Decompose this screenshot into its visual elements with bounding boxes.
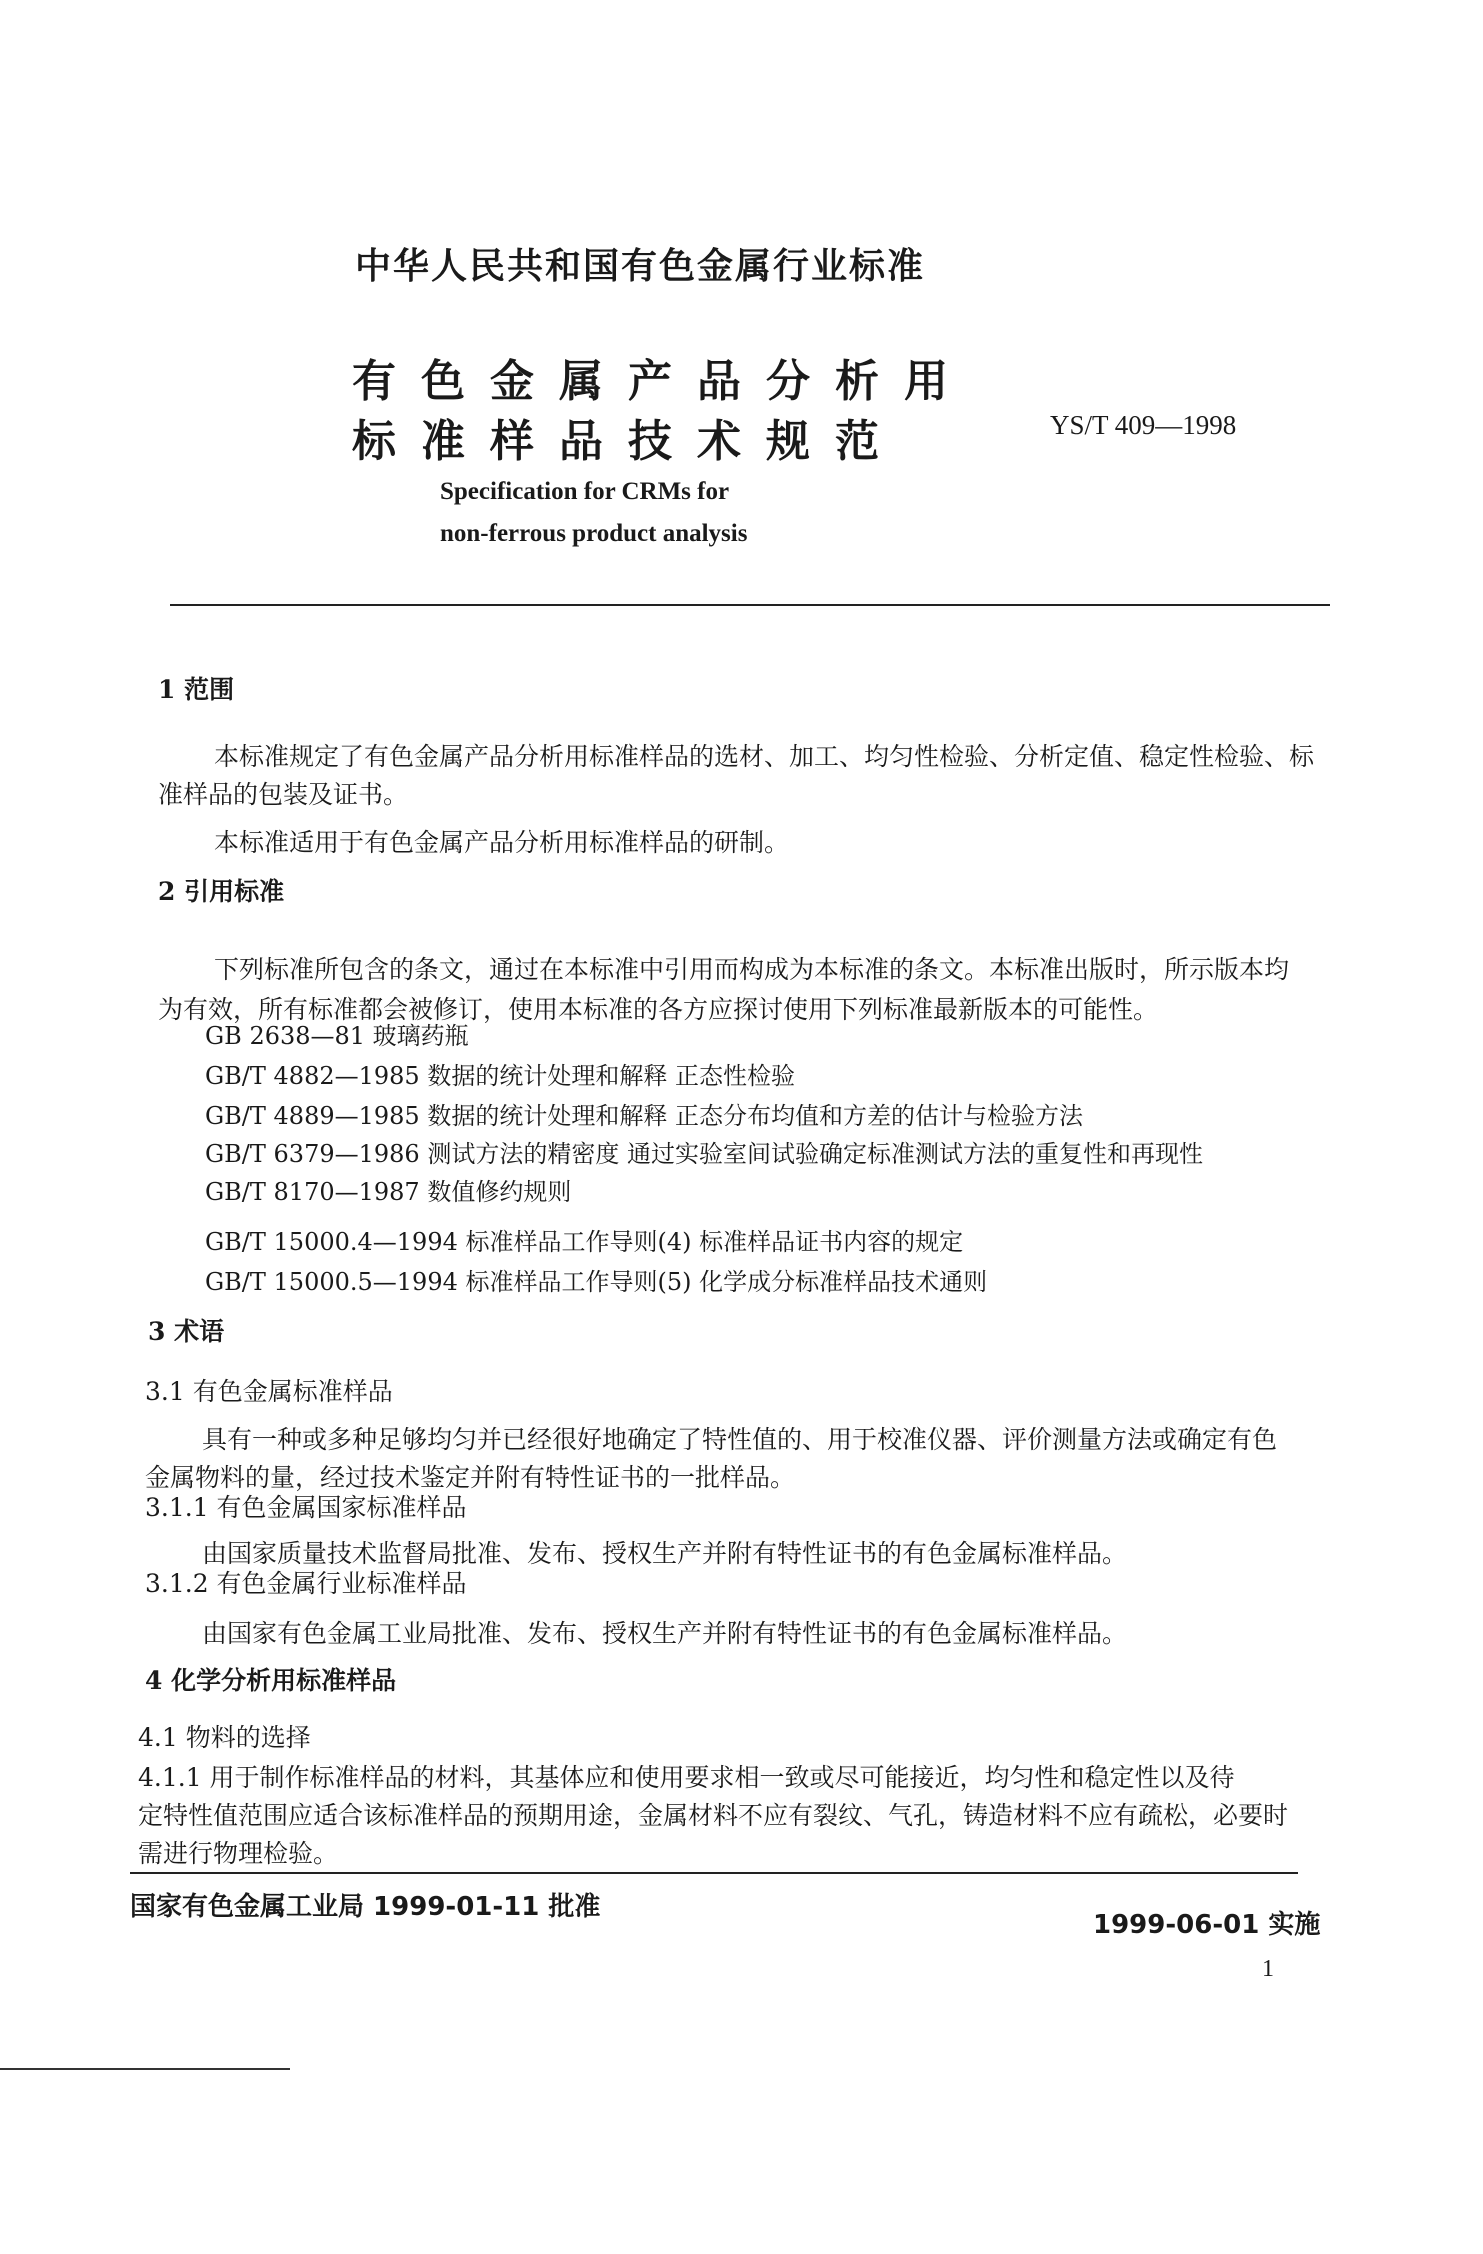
section-1-paragraph-1-line-2: 准样品的包装及证书。	[158, 780, 409, 809]
title-line-2: 标准样品技术规范	[352, 416, 904, 467]
standard-code: YS/T 409—1998	[1050, 410, 1237, 440]
page-number: 1	[1262, 1956, 1274, 1982]
section-2-heading: 2 引用标准	[158, 877, 285, 906]
scan-edge-line	[0, 2068, 290, 2070]
section-3-1-1-paragraph: 由国家质量技术监督局批准、发布、授权生产并附有特性证书的有色金属标准样品。	[202, 1539, 1128, 1568]
top-divider	[170, 604, 1330, 606]
reference-item: GB 2638—81 玻璃药瓶	[205, 1022, 469, 1050]
effective-date: 1999-06-01 实施	[1093, 1910, 1321, 1940]
section-3-1-2-heading: 3.1.2 有色金属行业标准样品	[145, 1569, 467, 1598]
section-3-1-2-paragraph: 由国家有色金属工业局批准、发布、授权生产并附有特性证书的有色金属标准样品。	[202, 1619, 1128, 1648]
section-3-1-paragraph-line-2: 金属物料的量，经过技术鉴定并附有特性证书的一批样品。	[145, 1463, 796, 1492]
section-4-1-heading: 4.1 物料的选择	[138, 1723, 311, 1752]
reference-item: GB/T 15000.4—1994 标准样品工作导则(4) 标准样品证书内容的规定	[205, 1228, 964, 1256]
section-4-1-1-line-2: 定特性值范围应适合该标准样品的预期用途，金属材料不应有裂纹、气孔，铸造材料不应有疏松，必要时	[138, 1801, 1289, 1830]
section-4-1-1-line-1: 4.1.1 用于制作标准样品的材料，其基体应和使用要求相一致或尽可能接近，均匀性和稳定性以及待	[138, 1763, 1235, 1792]
title-line-1: 有色金属产品分析用	[352, 356, 973, 407]
section-3-1-heading: 3.1 有色金属标准样品	[145, 1377, 393, 1406]
approval-date: 国家有色金属工业局 1999-01-11 批准	[130, 1892, 601, 1922]
section-4-heading: 4 化学分析用标准样品	[145, 1666, 397, 1695]
section-3-heading: 3 术语	[148, 1317, 225, 1346]
section-1-heading: 1 范围	[158, 675, 235, 704]
section-3-1-paragraph-line-1: 具有一种或多种足够均匀并已经很好地确定了特性值的、用于校准仪器、评价测量方法或确定有色	[202, 1425, 1278, 1454]
section-1-paragraph-1-line-1: 本标准规定了有色金属产品分析用标准样品的选材、加工、均匀性检验、分析定值、稳定性检验、标	[214, 742, 1315, 771]
standard-type-header: 中华人民共和国有色金属行业标准	[355, 246, 926, 287]
reference-item: GB/T 4889—1985 数据的统计处理和解释 正态分布均值和方差的估计与检验方法	[205, 1102, 1083, 1130]
section-1-paragraph-2: 本标准适用于有色金属产品分析用标准样品的研制。	[214, 828, 790, 857]
english-title-line-2: non-ferrous product analysis	[440, 520, 748, 547]
reference-item: GB/T 4882—1985 数据的统计处理和解释 正态性检验	[205, 1062, 795, 1090]
section-3-1-1-heading: 3.1.1 有色金属国家标准样品	[145, 1493, 467, 1522]
section-2-paragraph-line-2: 为有效，所有标准都会被修订，使用本标准的各方应探讨使用下列标准最新版本的可能性。	[158, 995, 1159, 1024]
reference-item: GB/T 15000.5—1994 标准样品工作导则(5) 化学成分标准样品技术通则	[205, 1268, 988, 1296]
english-title-line-1: Specification for CRMs for	[440, 478, 730, 505]
reference-item: GB/T 6379—1986 测试方法的精密度 通过实验室间试验确定标准测试方法的重复性和再现性	[205, 1140, 1203, 1168]
section-4-1-1-line-3: 需进行物理检验。	[138, 1839, 339, 1868]
bottom-divider	[130, 1872, 1298, 1874]
reference-item: GB/T 8170—1987 数值修约规则	[205, 1178, 572, 1206]
section-2-paragraph-line-1: 下列标准所包含的条文，通过在本标准中引用而构成为本标准的条文。本标准出版时，所示版本均	[214, 955, 1290, 984]
